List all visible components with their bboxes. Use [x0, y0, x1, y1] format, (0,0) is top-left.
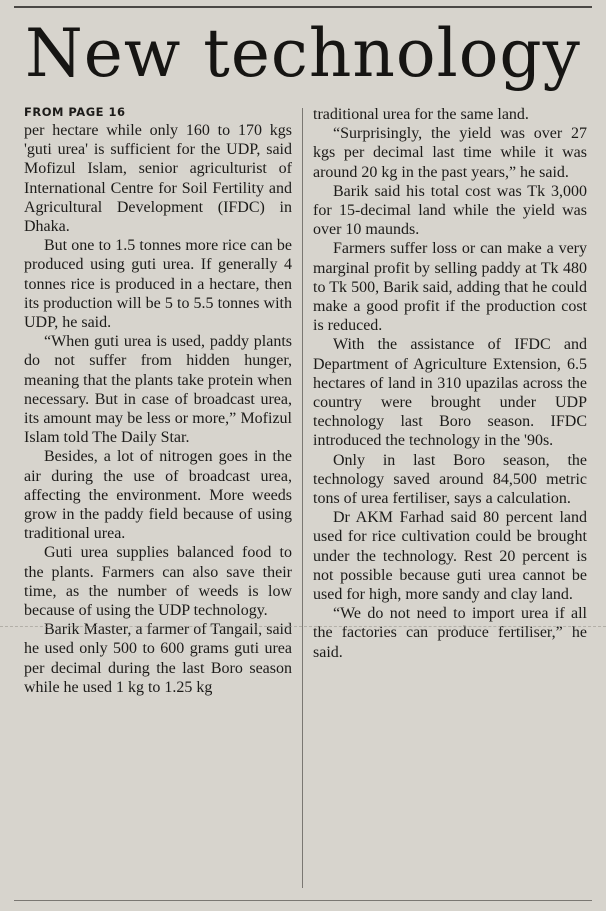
paragraph: “Surprisingly, the yield was over 27 kgs per decimal last time while it was around 20 kg in the past years,” he said. — [313, 125, 587, 181]
paragraph: “When guti urea is used, paddy plants do not suffer from hidden hunger, meaning that the plants take protein when necessary. But in case of broadcast urea, its amount may be less or more,” Mofizul Islam told The Daily Star. — [24, 333, 292, 447]
paragraph: traditional urea for the same land. — [313, 106, 529, 123]
paragraph: Barik said his total cost was Tk 3,000 for 15-decimal land while the yield was over 10 maunds. — [313, 182, 587, 239]
paragraph: per hectare while only 160 to 170 kgs 'guti urea' is sufficient for the UDP, said Mofizul Islam, senior agriculturist of International Centre for Soil Fertility and Agricultural Development (IFDC) in Dhaka. — [24, 122, 292, 236]
paragraph: With the assistance of IFDC and Department of Agriculture Extension, 6.5 hectares of land in 310 upazilas across the country were brought under UDP technology last Boro season. IFDC introduced the technology in the '90s. — [313, 336, 587, 450]
bottom-rule — [14, 900, 592, 901]
column-divider — [302, 108, 303, 888]
paragraph: Guti urea supplies balanced food to the plants. Farmers can also save their time, as the number of weeds is low because of using the UDP technology. — [24, 544, 292, 620]
paragraph: Dr AKM Farhad said 80 percent land used for rice cultivation could be brought under the technology. Rest 20 percent is not possible because guti urea cannot be used for high, more sandy and clay land. — [313, 509, 587, 604]
headline: New technology — [25, 15, 581, 92]
continuation-kicker: FROM PAGE 16 — [24, 105, 126, 119]
paragraph: Farmers suffer loss or can make a very marginal profit by selling paddy at Tk 480 to Tk 500, Barik said, adding that he could make a good profit if the production cost is reduced. — [313, 240, 587, 335]
paragraph: But one to 1.5 tonnes more rice can be produced using guti urea. If generally 4 tonnes rice is produced in a hectare, then its production will be 5 to 5.5 tonnes with UDP, he said. — [24, 237, 292, 332]
article-column-left — [24, 105, 292, 697]
fold-crease — [0, 626, 606, 628]
paragraph: “We do not need to import urea if all the factories can produce fertiliser,” he said. — [313, 605, 587, 661]
article-column-right — [313, 105, 587, 662]
paragraph: Only in last Boro season, the technology saved around 84,500 metric tons of urea fertiliser, says a calculation. — [313, 451, 587, 508]
paragraph: Besides, a lot of nitrogen goes in the air during the use of broadcast urea, affecting the environment. More weeds grow in the paddy field because of using traditional urea. — [24, 448, 292, 543]
paragraph: Barik Master, a farmer of Tangail, said he used only 500 to 600 grams guti urea per decimal during the last Boro season while he used 1 kg to 1.25 kg — [24, 621, 292, 696]
